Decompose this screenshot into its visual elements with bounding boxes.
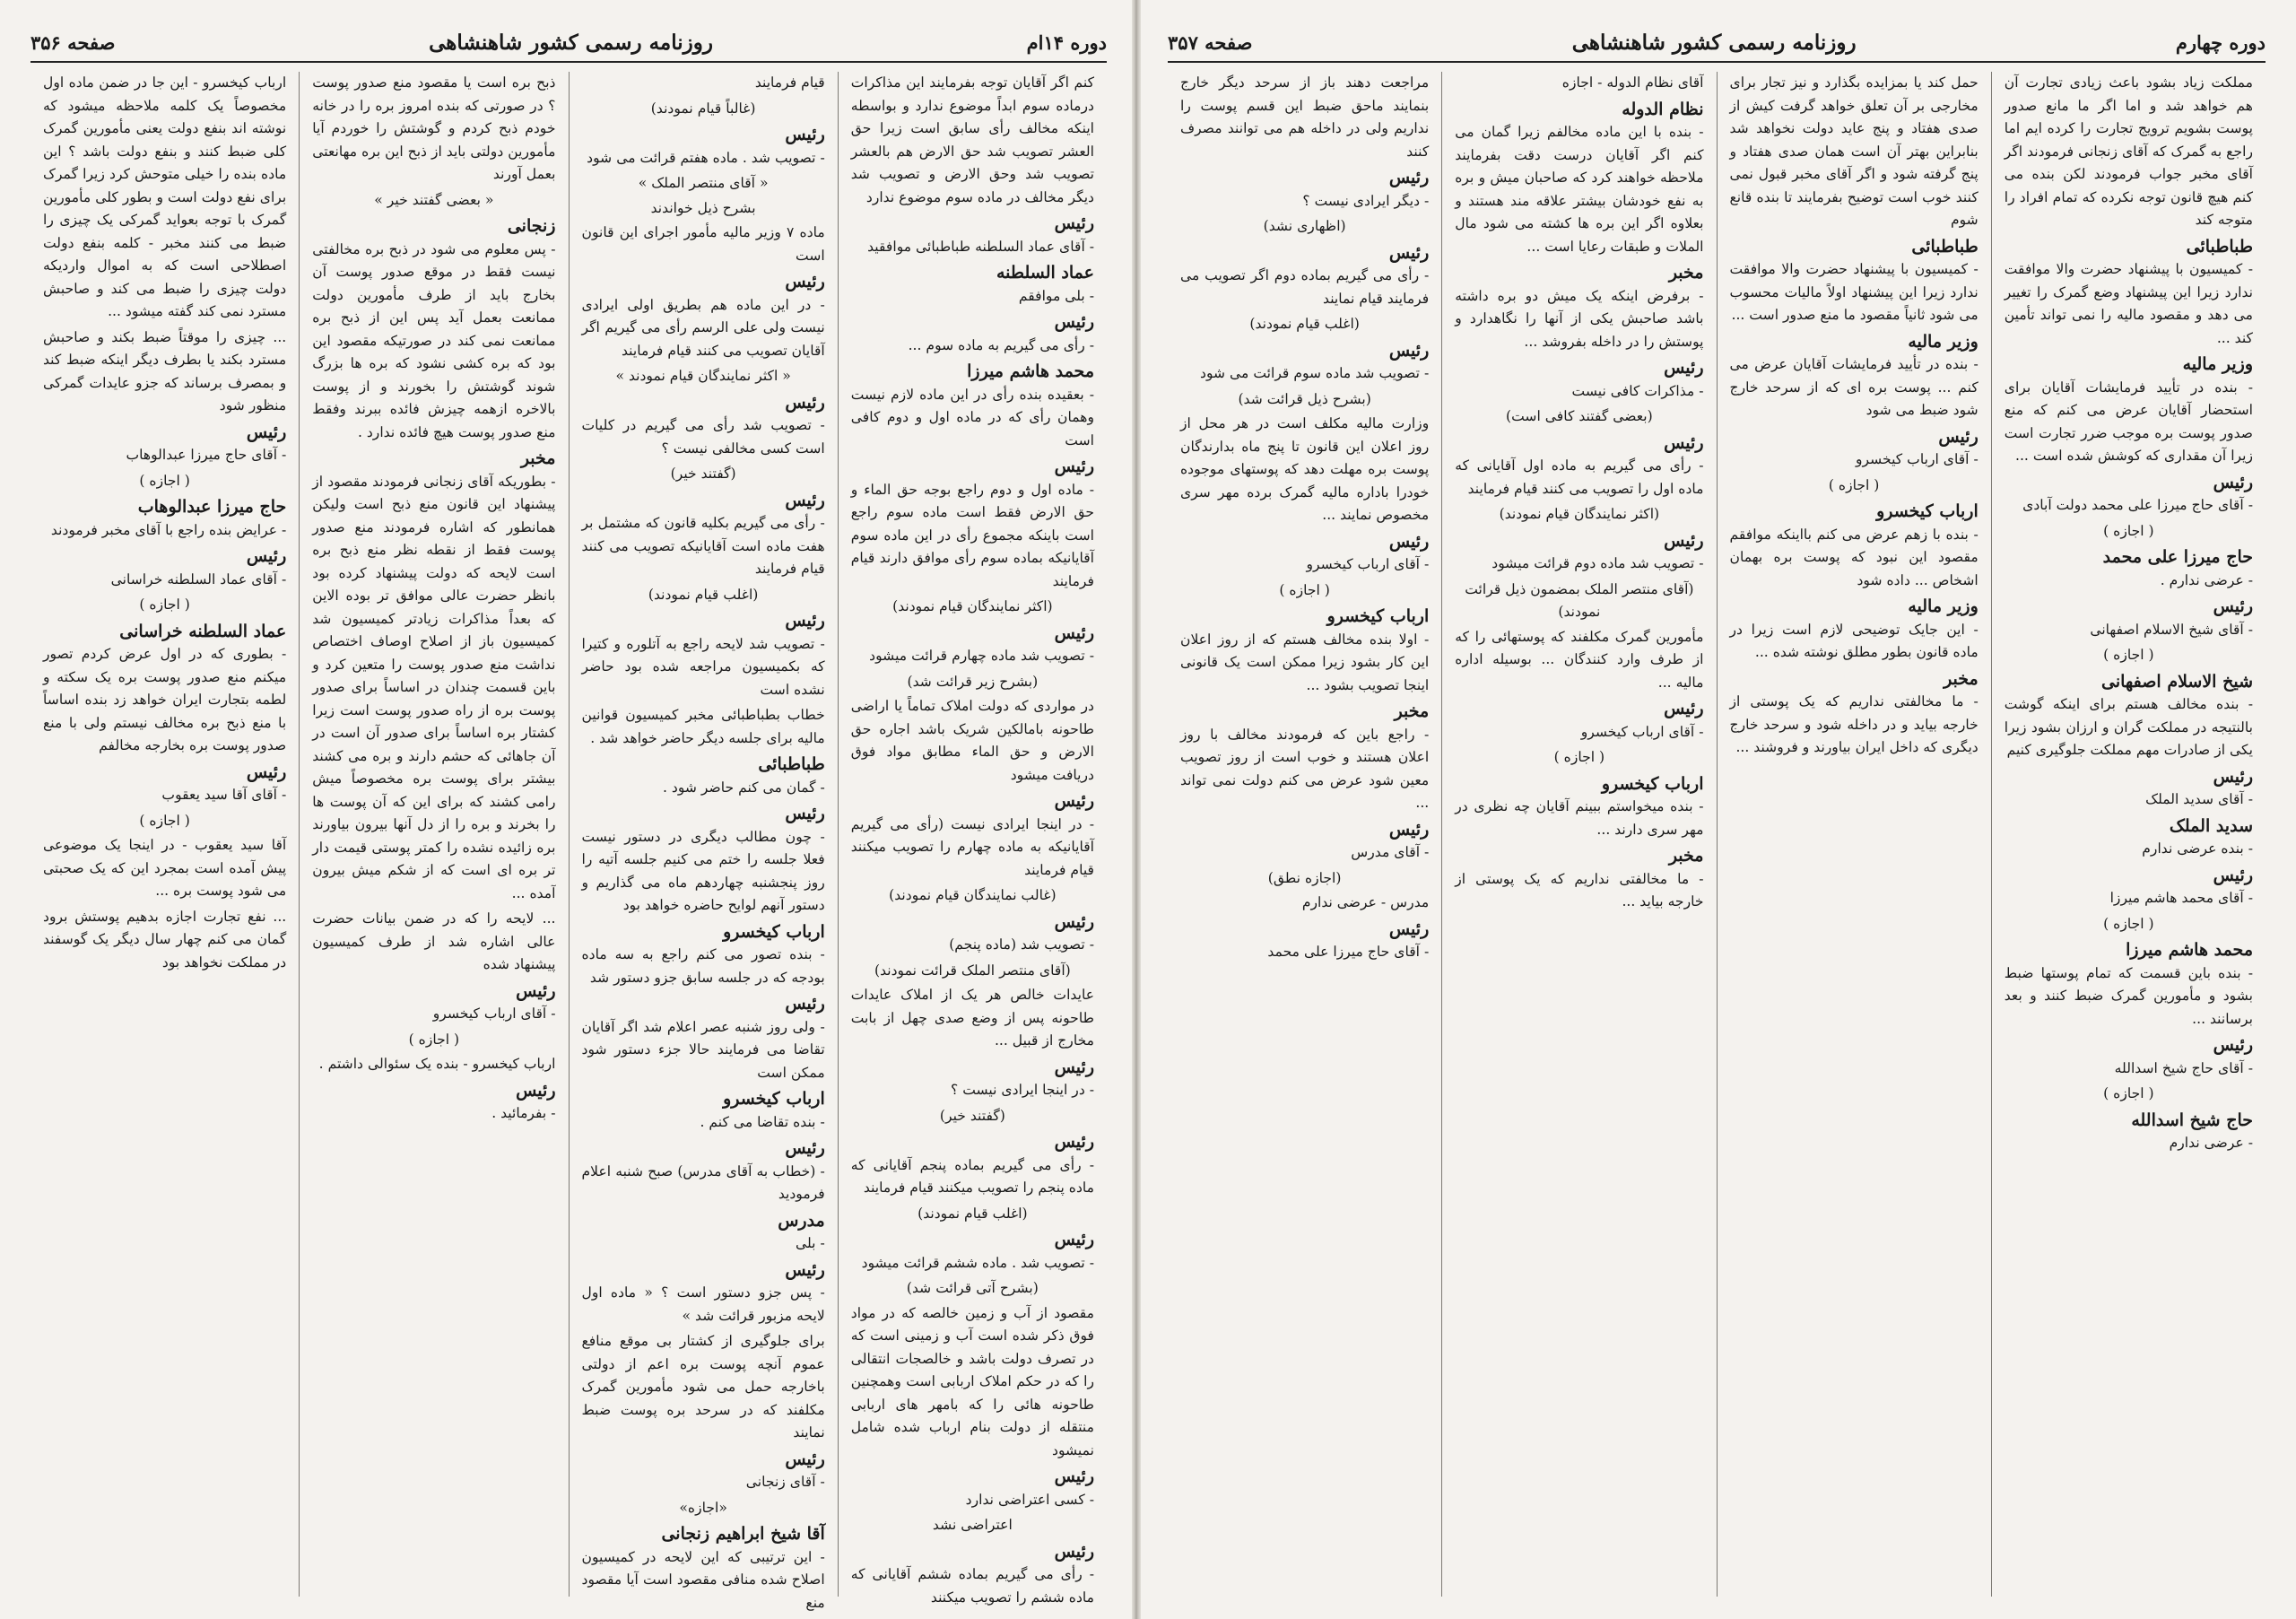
text-column xyxy=(1168,72,1441,1597)
stage-direction: بشرح ذیل خواندند xyxy=(650,199,756,216)
stage-direction: (آقای منتصر الملک بمضمون ذیل قرائت نمودند) xyxy=(1465,580,1694,620)
stage-direction: « بعضی گفتند خیر » xyxy=(374,191,494,208)
paragraph: - آقای عماد السلطنه خراسانی xyxy=(110,570,287,588)
paragraph: - بنده میخواستم ببینم آقایان چه نظری در مهر سری دارند ... xyxy=(1455,798,1704,838)
text-column xyxy=(838,72,1107,1606)
speaker-name: رئیس xyxy=(1054,1057,1094,1077)
text-column xyxy=(299,72,568,1597)
text-column xyxy=(1991,72,2266,1597)
stage-direction: « آقای منتصر الملک » xyxy=(638,175,769,191)
stage-direction: «اجازه» xyxy=(679,1499,727,1516)
left-page xyxy=(0,0,1137,1619)
paragraph: - ما مخالفتی نداریم که یک پوستی از خارجه بیاید و در داخله شود و سرحد خارج دیگری که داخل ایران بیاورند و فروشند ... xyxy=(1729,693,1979,755)
paragraph: - در اینجا ایرادی نیست ؟ xyxy=(950,1082,1094,1098)
left-page-columns xyxy=(30,72,1107,1611)
speaker-name: رئیس xyxy=(785,1138,825,1158)
stage-direction: (غالب نمایندگان قیام نمودند) xyxy=(889,887,1057,903)
speaker-name: رئیس xyxy=(2213,1035,2253,1055)
paragraph: - ولی روز شنبه عصر اعلام شد اگر آقایان تقاضا می فرمایند حالا جزء دستور شود ممکن است xyxy=(581,1018,825,1081)
speaker-name: مخبر xyxy=(1394,701,1430,721)
speaker-name: نظام الدوله xyxy=(1622,99,1704,119)
stage-direction: (اجازه نطق) xyxy=(1267,869,1342,886)
text-column xyxy=(1717,72,1991,1597)
speaker-name: رئیس xyxy=(1664,699,1704,718)
paragraph: - تصویب شد ماده چهارم قرائت میشود xyxy=(869,648,1094,664)
stage-direction: (اکثر نمایندگان قیام نمودند) xyxy=(892,598,1053,614)
paragraph: - تصویب شد ماده دوم قرائت میشود xyxy=(1492,555,1704,571)
paragraph: ذبح بره است یا مقصود منع صدور پوست ؟ در صورتی که بنده امروز بره را در خانه خودم ذبح کردم و گوشتش را خوردم آیا مأمورین دولتی باید از ذبح این بره مهانعتی بعمل آورند xyxy=(312,74,556,182)
speaker-name: رئیس xyxy=(516,980,556,1001)
paragraph: حمل کند یا بمزایده بگذارد و نیز تجار برای مخارجی بر آن تعلق خواهد گرفت کیش از صدی هفتاد و پنج عاید دولت نخواهد شد بنابراین بهتر آن است همان صدی هفتاد و پنج گرفته شود و اگر آقای مخبر قبول نمی کنند خوب است توضیح بفرمایند تا بنده قانع شوم xyxy=(1729,74,1979,228)
speaker-name: شیخ الاسلام اصفهانی xyxy=(2101,671,2253,692)
paragraph: مدرس - عرضی ندارم xyxy=(1301,894,1430,910)
paragraph: - آقای حاج میرزا علی محمد دولت آبادی xyxy=(2022,497,2253,513)
paragraph: - تصویب شد (ماده پنجم) xyxy=(949,936,1094,953)
paragraph: مأمورین گمرک مکلفند که پوستهائی را که از طرف وارد کنندگان ... بوسیله اداره مالیه ... xyxy=(1455,628,1704,691)
paragraph: ... چیزی را موقتاً ضبط بکند و صاحبش مسترد بکند یا بطرف دیگر اینکه ضبط کند و بمصرف برساند که جزو عایدات گمرکی منظور شود xyxy=(43,328,287,413)
stage-direction: ( اجازه ) xyxy=(139,596,190,613)
speaker-name: محمد هاشم میرزا xyxy=(967,361,1094,381)
stage-direction: (گفتند خیر) xyxy=(939,1107,1005,1124)
paragraph: - پس جزو دستور است ؟ « ماده اول لایحه مزبور قرائت شد » xyxy=(581,1284,825,1324)
paragraph: - آقای ارباب کیخسرو xyxy=(1580,723,1704,740)
stage-direction: (اغلب قیام نمودند) xyxy=(648,586,759,603)
speaker-name: رئیس xyxy=(1054,213,1094,233)
speaker-name: محمد هاشم میرزا xyxy=(2126,940,2253,960)
paragraph: - بنده مخالف هستم برای اینکه گوشت بالنتیجه در مملکت گران و ارزان بشود زیرا یکی از صادرات مهم مملکت جلوگیری کنیم xyxy=(2004,696,2253,758)
speaker-name: رئیس xyxy=(785,272,825,292)
paragraph: - رأی می گیریم بماده ششم آقایانی که ماده ششم را تصویب میکنند xyxy=(850,1566,1094,1606)
paragraph: - بنده باین قسمت که تمام پوستها ضبط بشود و مأمورین گمرک ضبط کنند و بعد برسانند ... xyxy=(2004,964,2253,1027)
paragraph: - دیگر ایرادی نیست ؟ xyxy=(1302,192,1430,209)
paragraph: - بلی موافقم xyxy=(1018,287,1094,304)
speaker-name: رئیس xyxy=(1054,911,1094,932)
paragraph: - رأی می گیریم بماده دوم اگر تصویب می فرمایند قیام نمایند xyxy=(1180,267,1430,307)
paragraph: - تصویب شد . ماده هفتم قرائت می شود xyxy=(587,149,825,166)
paragraph: - در اینجا ایرادی نیست (رأی می گیریم آقایانیکه به ماده چهارم را تصویب میکنند قیام فرمایند xyxy=(850,815,1094,878)
stage-direction: (اغلب قیام نمودند) xyxy=(1249,316,1360,332)
stage-direction: (بشرح زیر قرائت شد) xyxy=(907,673,1039,690)
speaker-name: رئیس xyxy=(2213,596,2253,616)
paragraph: ماده ۷ وزیر مالیه مأمور اجرای این قانون است xyxy=(581,224,825,264)
speaker-name: مخبر xyxy=(1668,263,1704,283)
stage-direction: « اکثر نمایندگان قیام نمودند » xyxy=(615,368,791,384)
speaker-name: سدید الملک xyxy=(2169,815,2253,836)
stage-direction: ( اجازه ) xyxy=(2103,522,2154,539)
paragraph: - بلی xyxy=(796,1235,825,1251)
paragraph: - ما مخالفتی نداریم که یک پوستی از خارجه بیاید ... xyxy=(1455,870,1704,910)
speaker-name: رئیس xyxy=(246,546,287,566)
paragraph: - آقای مدرس xyxy=(1351,844,1430,860)
speaker-name: رئیس xyxy=(785,611,825,631)
paragraph: - بنده در تأیید فرمایشات آقایان عرض می کنم ... پوست بره ای که از سرحد خارج شود ضبط می شود xyxy=(1729,356,1979,418)
paragraph: در مواردی که دولت املاک تماماً یا اراضی طاحونه بامالکین شریک باشد اجاره حق الارض و حق الماء مطابق مواد فوق دریافت میشود xyxy=(850,698,1094,783)
session-label: دوره چهارم xyxy=(2175,30,2266,54)
paragraph: - عرضی ندارم xyxy=(2169,1135,2253,1151)
speaker-name: ارباب کیخسرو xyxy=(1601,773,1704,794)
paragraph: - رأی می گیریم به ماده اول آقایانی که ماده اول را تصویب می کنند قیام فرمایند xyxy=(1455,457,1704,497)
paragraph: - کمیسیون با پیشنهاد حضرت والا موافقت ندارد زیرا این پیشنهاد وضع گمرک را تغییر می دهد و مقصود مالیه را نمی تواند تأمین کند ... xyxy=(2004,261,2253,346)
speaker-name: رئیس xyxy=(2213,766,2253,787)
paragraph: - بنده تصور می کنم راجع به سه ماده بودجه که در جلسه سابق جزو دستور شد xyxy=(581,946,825,986)
right-page-header xyxy=(1168,23,2266,63)
paragraph: خطاب بطباطبائی مخبر کمیسیون قوانین مالیه برای جلسه دیگر حاضر خواهد شد . xyxy=(581,707,825,746)
paragraph: - آقای ارباب کیخسرو xyxy=(1306,556,1430,572)
speaker-name: ارباب کیخسرو xyxy=(1876,501,1979,521)
paragraph: - بعقیده بنده رأی در این ماده لازم نیست وهمان رأی که در ماده اول و دوم کافی است xyxy=(850,386,1094,448)
speaker-name: حاج شیخ اسدالله xyxy=(2131,1110,2253,1130)
paper-title: روزنامه رسمی کشور شاهنشاهی xyxy=(1571,30,1857,55)
paragraph: - آقای ارباب کیخسرو xyxy=(432,1005,556,1022)
speaker-name: رئیس xyxy=(1054,457,1094,476)
right-page-columns xyxy=(1168,72,2266,1597)
paragraph: - برفرض اینکه یک میش دو بره داشته باشد صاحبش یکی از آنها را نگاهدارد و پوستش را در داخله بفروشد ... xyxy=(1455,287,1704,350)
paragraph: - رأی می گیریم به ماده سوم ... xyxy=(908,336,1094,353)
paragraph: - این ترتیبی که این لایحه در کمیسیون اصلاح شده منافی مقصود است آیا مقصود منع xyxy=(581,1548,825,1611)
paragraph: آقای نظام الدوله - اجازه xyxy=(1561,74,1704,91)
paragraph: - بنده عرضی ندارم xyxy=(2142,840,2253,857)
paragraph: مقصود از آب و زمین خالصه که در مواد فوق ذکر شده است آب و زمینی است که در تصرف دولت باشد و خالصجات انتقالی را که در حکم املاک اربابی است وهمچنین طاحونه هائی را که بامهر های اربابی منتقله از دولت بنام ارباب شده شامل نمیشود xyxy=(850,1304,1094,1458)
stage-direction: اعتراضی نشد xyxy=(932,1517,1013,1533)
speaker-name: رئیس xyxy=(1938,426,1979,447)
speaker-name: رئیس xyxy=(1054,622,1094,643)
left-page-header xyxy=(30,23,1107,63)
stage-direction: (غالباً قیام نمودند) xyxy=(650,100,756,117)
paragraph: ... لایحه را که در ضمن بیانات حضرت عالی اشاره شد از طرف کمیسیون پیشنهاد شده xyxy=(312,910,556,972)
paragraph: - رأی می گیریم بکلیه قانون که مشتمل بر هفت ماده است آقایانیکه تصویب می کنند قیام فرمایند xyxy=(581,515,825,577)
text-column xyxy=(569,72,838,1611)
paragraph: وزارت مالیه مکلف است در هر محل از روز اعلان این قانون تا پنج ماه بدارندگان پوست بره مهلت دهد که پوستهای موجوده خودرا باداره مالیه گمرک برده مهر سری مخصوص نمایند ... xyxy=(1180,415,1430,523)
paragraph: ارباب کیخسرو - بنده یک سئوالی داشتم . xyxy=(318,1056,556,1072)
stage-direction: (آقای منتصر الملک قرائت نمودند) xyxy=(874,962,1071,979)
speaker-name: رئیس xyxy=(785,1449,825,1469)
paragraph: - ماده اول و دوم راجع بوجه حق الماء و حق الارض فقط است ماده سوم راجع است باینکه مجموع رأی در این ماده سوم آقایانیکه بماده سوم رأی موافق دارند قیام فرمایند xyxy=(850,481,1094,589)
paragraph: - بفرمائید . xyxy=(491,1105,556,1121)
stage-direction: ( اجازه ) xyxy=(1828,476,1880,493)
stage-direction: (بشرح ذیل قرائت شد) xyxy=(1238,390,1371,407)
speaker-name: رئیس xyxy=(785,994,825,1014)
paper-title: روزنامه رسمی کشور شاهنشاهی xyxy=(429,30,713,55)
paragraph: - آقای محمد هاشم میرزا xyxy=(2109,890,2253,906)
stage-direction: ( اجازه ) xyxy=(1279,581,1330,598)
paragraph: - کسی اعتراضی ندارد xyxy=(965,1491,1094,1508)
paragraph: - تصویب شد رأی می گیریم در کلیات است کسی مخالفی نیست ؟ xyxy=(581,417,825,457)
stage-direction: (اغلب قیام نمودند) xyxy=(918,1205,1028,1222)
paragraph: - بنده در تأیید فرمایشات آقایان برای استحضار آقایان عرض می کنم که منع صدور پوست بره موجب ضرر تجارت است زیرا آن مقداری که کوشش شده است ... xyxy=(2004,379,2253,464)
paragraph: - رأی می گیریم بماده پنجم آقایانی که ماده پنجم را تصویب میکنند قیام فرمایند xyxy=(850,1156,1094,1196)
paragraph: - گمان می کنم حاضر شود . xyxy=(662,779,825,796)
paragraph: مراجعت دهند باز از سرحد دیگر خارج بنمایند ماحق ضبط این قسم پوست را نداریم ولی در داخله هم می توانند مصرف کنند xyxy=(1180,74,1430,160)
paragraph: - راجع باین که فرمودند مخالف با روز اعلان هستند و خوب است از روز تصویب معین شود عرض می کنم دولت نمی تواند ... xyxy=(1180,726,1430,811)
paragraph: - بطوری که در اول عرض کردم تصور میکنم منع صدور پوست بره یک سکته و لطمه بتجارت ایران خواهد زد بنده اساساً با منع ذبح بره مخالف نیستم ولی با منع صدور پوست بره بخارجه مخالفم xyxy=(43,646,287,753)
stage-direction: (اکثر نمایندگان قیام نمودند) xyxy=(1499,506,1660,522)
paragraph: - آقای حاج میرزا عبدالوهاب xyxy=(126,447,287,463)
paragraph: - آقای ارباب کیخسرو xyxy=(1855,451,1979,467)
stage-direction: ( اجازه ) xyxy=(408,1031,460,1048)
speaker-name: وزیر مالیه xyxy=(1908,596,1979,616)
stage-direction: ( اجازه ) xyxy=(139,472,190,489)
right-page xyxy=(1137,0,2296,1619)
paragraph: - بنده تقاضا می کنم . xyxy=(700,1113,825,1130)
paragraph: - تصویب شد . ماده ششم قرائت میشود xyxy=(861,1254,1094,1271)
stage-direction: (بعضی گفتند کافی است) xyxy=(1506,408,1653,424)
page-number: صفحه ۳۵۶ xyxy=(30,30,116,54)
paragraph: ... نفع تجارت اجازه بدهیم پوستش برود گمان می کنم چهار سال دیگر یک گوسفند در مملکت نخواهد بود xyxy=(43,908,287,971)
paragraph: - بنده با این ماده مخالفم زیرا گمان می کنم اگر آقایان درست دقت بفرمایند ملاحظه خواهند کرد که صاحبان میش و بره به نفع خودشان بیشتر علاقه مند هستند و بعلاوه اگر این بره ها کشته می شود مال الملات و طبقات رعایا است ... xyxy=(1455,124,1704,255)
session-label: دوره ۱۴ام xyxy=(1026,30,1107,54)
paragraph: - تصویب شد ماده سوم قرائت می شود xyxy=(1200,365,1430,381)
speaker-name: طباطبائی xyxy=(2186,236,2253,257)
paragraph: - آقای حاج شیخ اسدالله xyxy=(2114,1059,2253,1076)
speaker-name: رئیس xyxy=(1054,1467,1094,1486)
speaker-name: آقا شیخ ابراهیم زنجانی xyxy=(661,1524,825,1544)
paragraph: - عرضی ندارم . xyxy=(2160,571,2253,588)
speaker-name: ارباب کیخسرو xyxy=(723,1089,825,1109)
paragraph: - آقای حاج میرزا علی محمد xyxy=(1267,944,1430,960)
speaker-name: رئیس xyxy=(1054,312,1094,332)
speaker-name: وزیر مالیه xyxy=(1908,331,1979,352)
speaker-name: رئیس xyxy=(785,804,825,823)
paragraph: قیام فرمایند xyxy=(754,74,825,91)
paragraph: ارباب کیخسرو - این جا در ضمن ماده اول مخصوصاً یک کلمه ملاحظه میشود که نوشته اند بنفع دولت یعنی مأمورین گمرک کلی ضبط کنند و بنفع دولت باشد ؟ این ماده بنده را خیلی متوحش کرد زیرا گمرک برای نفع دولت است و بطور کلی مأمورین گمرک با توجه بعواید گمرکی یک چیزی را ضبط می کنند مخبر - کلمه بنفع دولت اصطلاحی است که به اموال واردیکه دولت چیزی را ضبط می کند و صاحبش مسترد نمی کند گفته میشود ... xyxy=(43,74,287,319)
speaker-name: عماد السلطنه xyxy=(996,263,1094,283)
stage-direction: ( اجازه ) xyxy=(1553,749,1605,765)
speaker-name: رئیس xyxy=(1388,819,1430,840)
speaker-name: رئیس xyxy=(516,1080,556,1101)
speaker-name: رئیس xyxy=(1054,1230,1094,1249)
speaker-name: رئیس xyxy=(1388,168,1430,187)
page-number: صفحه ۳۵۷ xyxy=(1168,30,1253,54)
speaker-name: رئیس xyxy=(1054,791,1094,811)
paragraph: - پس معلوم می شود در ذبح بره مخالفتی نیست فقط در موقع صدور پوست آن بخارج باید از طرف مأمورین دولت ممانعت بعمل آید پس این از ذبح بره ممانعت نمی کند در صورتیکه مقصود این بود که بره کشی نشود که بره ها بزرگ شوند گوشتش را بخورند و از پوست بالاخره ازهمه چیزش فائده ببرند وفقط منع صدور پوست هیچ فائده ندارد . xyxy=(312,240,556,440)
stage-direction: (اظهاری نشد) xyxy=(1263,218,1346,234)
speaker-name: رئیس xyxy=(2213,865,2253,885)
text-column xyxy=(30,72,299,1597)
speaker-name: رئیس xyxy=(1388,531,1430,552)
paragraph: عایدات خالص هر یک از املاک عایدات طاحونه پس از وضع صدی چهل از بابت مخارج از قبیل ... xyxy=(850,987,1094,1049)
paragraph: - کمیسیون با پیشنهاد حضرت والا موافقت ندارد زیرا این پیشنهاد اولاً مالیات محسوب می شود ثانیاً مقصود ما منع صدور است ... xyxy=(1729,261,1979,323)
speaker-name: رئیس xyxy=(1388,242,1430,263)
paragraph: - در این ماده هم بطریق اولی ایرادی نیست ولی علی الرسم رأی می گیریم اگر آقایان تصویب می کنند قیام فرمایند xyxy=(581,296,825,359)
speaker-name: رئیس xyxy=(785,1259,825,1280)
stage-direction: (گفتند خیر) xyxy=(670,466,736,482)
paragraph: - بطوریکه آقای زنجانی فرمودند مقصود از پیشنهاد این قانون منع ذبح است ولیکن همانطور که اشاره فرمودند منع صدور پوست فقط از نقطه نظر منع ذبح بره است لایحه که دولت پیشنهاد کرده بود بانظر حضرت عالی موافق تر بوده الاین که بعداً مذاکرات زیادتر کمیسیون شد کمیسیون باز از اصلاح اوصاف اختصاص نداشت منع صدور پوست را متعین کرد و باین قسمت چندان در اساساً برای صدور پوست بره از راه صدور پوست است زیرا کشتار بره اساساً برای صدور آن است در آن جاهائی که حشم دارند و بره می کشند بیشتر برای پوست بره مخصوصاً میش رامی کشند که برای این که آن پوست ها را بخرند و بره را از دل آنها بیرون بیاورند بره زائیده نشده را کمتر پوستی قیمت دار تر بره ای است که از شکم میش بیرون آمده ... xyxy=(312,473,556,901)
paragraph: - آقای عماد السلطنه طباطبائی موافقید xyxy=(867,238,1094,255)
paragraph: - آقای زنجانی xyxy=(745,1474,825,1490)
speaker-name: حاج میرزا علی محمد xyxy=(2102,547,2253,567)
speaker-name: مخبر xyxy=(520,448,556,468)
paragraph: - اولا بنده مخالف هستم که از روز اعلان این کار بشود زیرا ممکن است یک قانونی اینجا تصویب بشود ... xyxy=(1180,631,1430,693)
speaker-name: رئیس xyxy=(1388,918,1430,939)
speaker-name: رئیس xyxy=(1054,1541,1094,1562)
paragraph: آقا سید یعقوب - در اینجا یک موضوعی پیش آمده است بمجرد این که یک صحبتی می شود پوست بره ... xyxy=(43,837,287,899)
speaker-name: طباطبائی xyxy=(1911,236,1979,257)
speaker-name: رئیس xyxy=(785,490,825,510)
stage-direction: ( اجازه ) xyxy=(139,812,190,829)
text-column xyxy=(1441,72,1716,1597)
paragraph: - آقای آقا سید یعقوب xyxy=(161,787,287,803)
speaker-name: رئیس xyxy=(1054,1132,1094,1152)
paragraph: - مذاکرات کافی نیست xyxy=(1571,382,1704,399)
paragraph: - این جایک توضیحی لازم است زیرا در ماده قانون بطور مطلق نوشته شده ... xyxy=(1729,621,1979,660)
paragraph: - آقای سدید الملک xyxy=(2145,791,2253,807)
paragraph: کنم اگر آقایان توجه بفرمایند این مذاکرات درماده سوم ابداً موضوع ندارد و بواسطه اینکه مخالف رأی سابق است زیرا حق العشر تصویب شد حق الارض هم بالعشر تصویب شد وحق الارض و تصویب شد دیگر مخالف در ماده سوم موضوع ندارد xyxy=(850,74,1094,205)
speaker-name: مدرس xyxy=(778,1210,825,1231)
speaker-name: رئیس xyxy=(1664,432,1704,453)
paragraph: - بنده با زهم عرض می کنم بااینکه موافقم مقصود این نبود که پوست بره بهمان اشخاص ... داده شود xyxy=(1729,526,1979,588)
speaker-name: ارباب کیخسرو xyxy=(723,921,825,942)
paragraph: برای جلوگیری از کشتار بی موقع منافع عموم آنچه پوست بره اعم از دولتی باخارجه حمل می شود مأمورین گمرک مکلفند که در سرحد بره پوست ضبط نمایند xyxy=(581,1333,825,1441)
speaker-name: رئیس xyxy=(785,392,825,413)
speaker-name: طباطبائی xyxy=(758,754,825,774)
speaker-name: مخبر xyxy=(1944,668,1979,689)
speaker-name: رئیس xyxy=(246,422,287,442)
paragraph: - تصویب شد لایحه راجع به آتلوره و کتیرا که بکمیسیون مراجعه شده بود حاضر نشده است xyxy=(581,635,825,698)
stage-direction: (بشرح آتی قرائت شد) xyxy=(906,1280,1039,1296)
speaker-name: مخبر xyxy=(1668,846,1704,866)
page-gutter xyxy=(1132,0,1141,1619)
stage-direction: ( اجازه ) xyxy=(2103,915,2154,932)
stage-direction: ( اجازه ) xyxy=(2103,647,2154,663)
speaker-name: وزیر مالیه xyxy=(2182,354,2253,374)
speaker-name: زنجانی xyxy=(507,216,556,236)
speaker-name: رئیس xyxy=(785,125,825,144)
speaker-name: رئیس xyxy=(246,762,287,782)
speaker-name: رئیس xyxy=(1388,340,1430,361)
speaker-name: ارباب کیخسرو xyxy=(1326,606,1430,626)
speaker-name: رئیس xyxy=(2213,472,2253,492)
stage-direction: ( اجازه ) xyxy=(2103,1085,2154,1101)
paragraph: - (خطاب به آقای مدرس) صبح شنبه اعلام فرمودید xyxy=(581,1162,825,1202)
paragraph: - چون مطالب دیگری در دستور نیست فعلا جلسه را ختم می کنیم جلسه آتیه را روز پنجشنبه چهاردهم ماه می گذاریم و دستور آنهم لوایح حاضره خواهد بود xyxy=(581,828,825,913)
speaker-name: حاج میرزا عبدالوهاب xyxy=(137,497,287,517)
speaker-name: رئیس xyxy=(1664,358,1704,378)
speaker-name: رئیس xyxy=(1664,530,1704,551)
paragraph: - عرایض بنده راجع با آقای مخبر فرمودند xyxy=(50,521,287,538)
speaker-name: عماد السلطنه خراسانی xyxy=(119,621,287,641)
paragraph: مملکت زیاد بشود باعث زیادی تجارت آن هم خواهد شد و اما اگر ما مانع صدور پوست بشویم ترویج تجارت را کرده ایم اما راجع به گمرک که آقای زنجانی فرمودند اگر آقای مخبر جواب فرمودند لکن بنده می کنم هیچ قانون توجه نکرده که تمام افراد را متوجه کند xyxy=(2004,74,2253,228)
paragraph: - آقای شیخ الاسلام اصفهانی xyxy=(2090,621,2253,638)
